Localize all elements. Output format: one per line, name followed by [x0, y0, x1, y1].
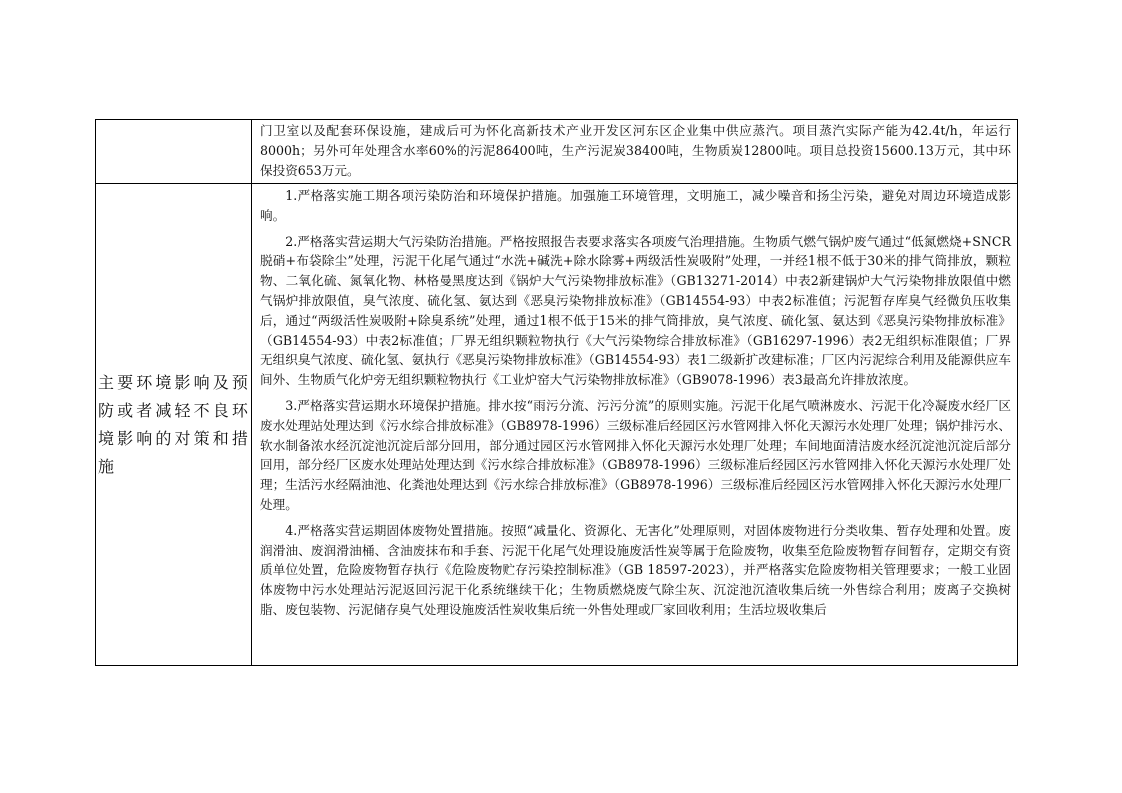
measures-label: 主要环境影响及预防或者减轻不良环境影响的对策和措施	[98, 372, 249, 476]
document-table	[95, 119, 1018, 666]
row2-label-cell	[96, 184, 252, 666]
row2-content-cell	[252, 184, 1018, 666]
row1-content-cell	[252, 120, 1018, 184]
measure-paragraph-construction: 1.严格落实施工期各项污染防治和环境保护措施。加强施工环境管理，文明施工，减少噪音和扬尘污染，避免对周边环境造成影响。	[260, 188, 1011, 223]
row1-label-cell	[96, 120, 252, 184]
measure-paragraph-water: 3.严格落实营运期水环境保护措施。排水按“雨污分流、污污分流”的原则实施。污泥干化尾气喷淋废水、污泥干化冷凝废水经厂区废水处理站处理达到《污水综合排放标准》（GB8978-1996）三级标准后经园区污水管网排入怀化天源污水处理厂处理；锅炉排污水、软水制备浓水经沉淀池沉淀后部分回用，部分通过园区污水管网排入怀化天源污水处理厂处理；车间地面清洁废水经沉淀池沉淀后部分回用，部分经厂区废水处理站处理达到《污水综合排放标准》（GB8978-1996）三级标准后经园区污水管网排入怀化天源污水处理厂处理；生活污水经隔油池、化粪池处理达到《污水综合排放标准》（GB8978-1996）三级标准后经园区污水管网排入怀化天源污水处理厂处理。	[260, 397, 1011, 512]
table-row-measures	[96, 184, 1018, 666]
table-row-project-summary	[96, 120, 1018, 184]
measure-paragraph-solid-waste: 4.严格落实营运期固体废物处置措施。按照“减量化、资源化、无害化”处理原则，对固体废物进行分类收集、暂存处理和处置。废润滑油、废润滑油桶、含油废抹布和手套、污泥干化尾气处理设施废活性炭等属于危险废物，收集至危险废物暂存间暂存，定期交有资质单位处置，危险废物暂存执行《危险废物贮存污染控制标准》（GB 18597-2023），并严格落实危险废物相关管理要求；一般工业固体废物中污水处理站污泥返回污泥干化系统继续干化；生物质燃烧废气除尘灰、沉淀池沉渣收集后统一外售综合利用；废离子交换树脂、废包装物、污泥储存臭气处理设施废活性炭收集后统一外售处理或厂家回收利用；生活垃圾收集后	[260, 522, 1011, 617]
measure-paragraph-air: 2.严格落实营运期大气污染防治措施。严格按照报告表要求落实各项废气治理措施。生物质气燃气锅炉废气通过“低氮燃烧+SNCR脱硝+布袋除尘”处理，污泥干化尾气通过“水洗+碱洗+除水除雾+两级活性炭吸附”处理，一并经1根不低于30米的排气筒排放，颗粒物、二氧化硫、氮氧化物、林格曼黑度达到《锅炉大气污染物排放标准》（GB13271-2014）中表2新建锅炉大气污染物排放限值中燃气锅炉排放限值，臭气浓度、硫化氢、氨达到《恶臭污染物排放标准》（GB14554-93）中表2标准值；污泥暂存库臭气经微负压收集后，通过“两级活性炭吸附+除臭系统”处理，通过1根不低于15米的排气筒排放，臭气浓度、硫化氢、氨达到《恶臭污染物排放标准》（GB14554-93）中表2标准值；厂界无组织颗粒物执行《大气污染物综合排放标准》（GB16297-1996）表2无组织标准限值；厂界无组织臭气浓度、硫化氢、氨执行《恶臭污染物排放标准》（GB14554-93）表1二级新扩改建标准；厂区内污泥综合利用及能源供应车间外、生物质气化炉旁无组织颗粒物执行《工业炉窑大气污染物排放标准》（GB9078-1996）表3最高允许排放浓度。	[260, 233, 1011, 388]
project-summary-text: 门卫室以及配套环保设施，建成后可为怀化高新技术产业开发区河东区企业集中供应蒸汽。项目蒸汽实际产能为42.4t/h，年运行8000h；另外可年处理含水率60%的污泥86400吨，生产污泥炭38400吨，生物质炭12800吨。项目总投资15600.13万元，其中环保投资653万元。	[260, 123, 1011, 178]
